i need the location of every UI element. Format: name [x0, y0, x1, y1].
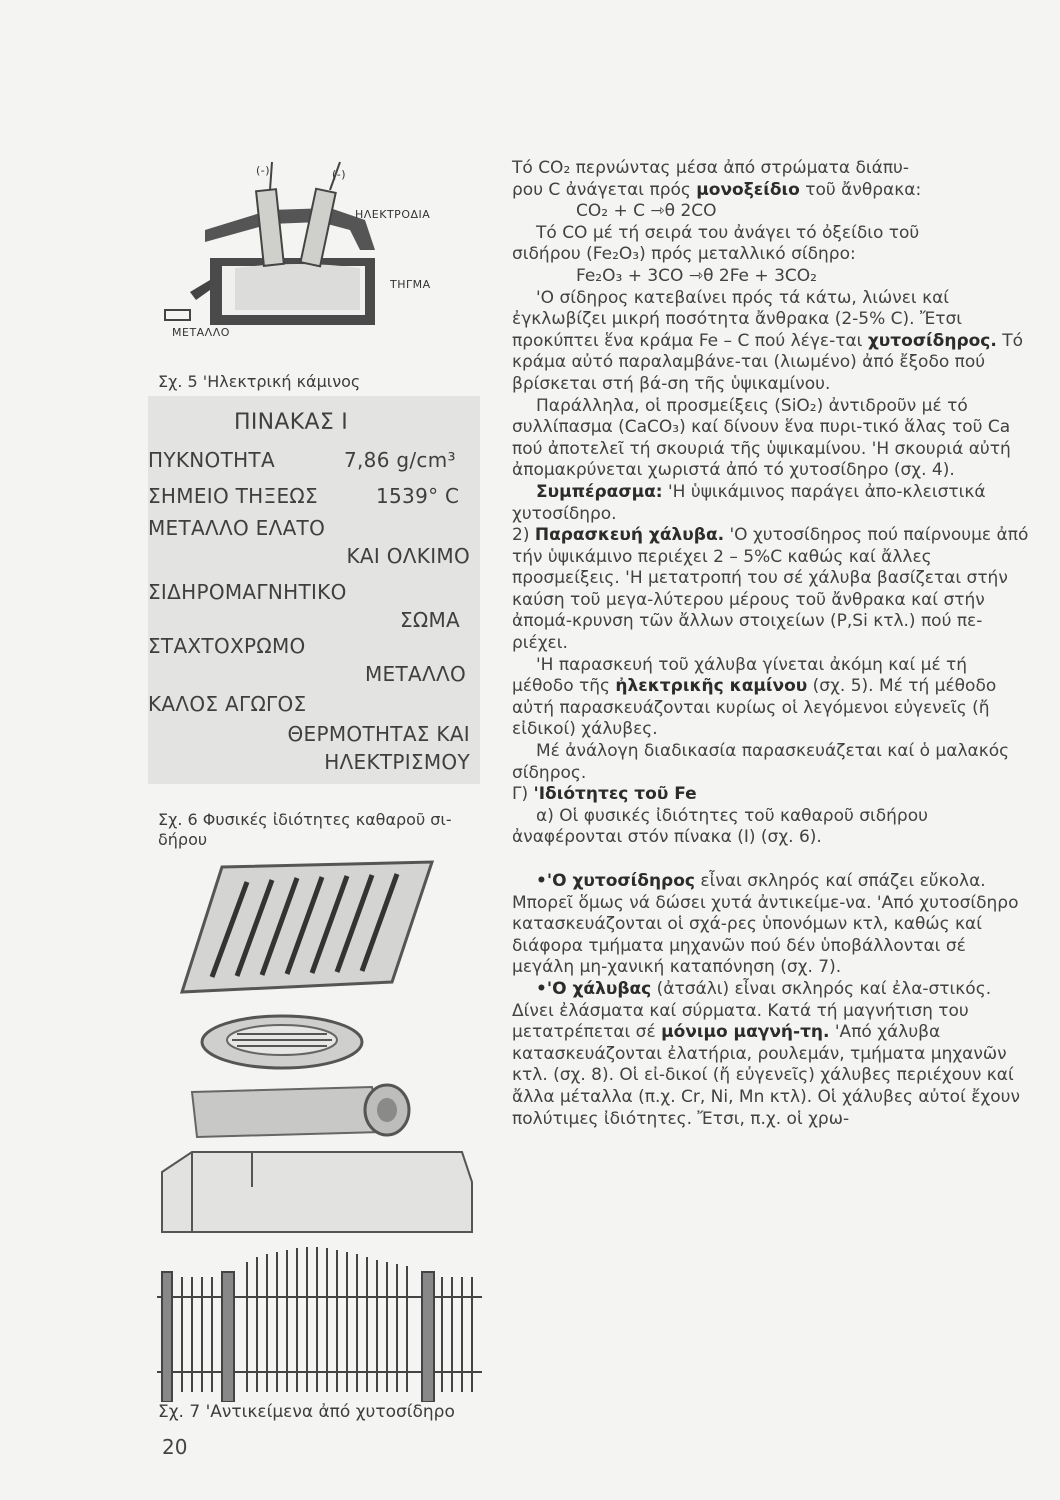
text-line-1: Τό CO₂ περνώντας μέσα ἀπό στρώματα διάπυ- — [512, 158, 910, 178]
malleable-line-1: ΜΕΤΑΛΛΟ ΕΛΑΤΟ — [148, 516, 326, 540]
equation-2: Fe₂O₃ + 3CO ⇾θ 2Fe + 3CO₂ — [576, 265, 817, 286]
grey-line-1: ΣΤΑΧΤΟΧΡΩΜΟ — [148, 634, 306, 658]
oval-grate-drawing — [202, 1016, 362, 1068]
label-electrodes: ΗΛΕΚΤΡΟΔΙΑ — [355, 208, 431, 221]
sign-left: (-) — [256, 164, 271, 177]
paragraph-steel-properties: •'Ο χάλυβας (ἀτσάλι) εἶναι σκληρός καί ἐλα-στικός. Δίνει ἐλάσματα καί σύρματα. Κατά τή μαγνήτιση του μετατρέπεται σέ μόνιμο μαγνή-τη. 'Από χάλυβα κατασκευάζονται ἐλατήρια, ρουλεμάν, τμήματα μηχανῶν κτλ. (σχ. 8). Οἱ εἰ-δικοί (ἤ εὐγενεῖς) χάλυβες περιέχουν καί ἄλλα μέταλλα (π.χ. Cr, Ni, Mn κτλ). Οἱ χάλυβες αὐτοί ἔχουν πολύτιμες ἰδιότητες. Ἔτσι, π.χ. οἱ χρω- — [512, 978, 1020, 1129]
term-steel-bullet: •'Ο χάλυβας — [536, 978, 652, 999]
iron-fence-drawing — [157, 1247, 482, 1402]
term-monoxide: μονοξείδιο — [696, 179, 800, 200]
sign-right: (-) — [332, 168, 347, 181]
term-permanent-magnet: μόνιμο μαγνή-τη. — [661, 1022, 830, 1043]
figure-7-caption: Σχ. 7 'Αντικείμενα ἀπό χυτοσίδηρο — [158, 1402, 455, 1422]
pipe-drawing — [192, 1085, 409, 1137]
right-column-text — [512, 158, 1032, 1130]
grey-line-2: ΜΕΤΑΛΛΟ — [365, 662, 466, 686]
figure-6-caption-line-1: Σχ. 6 Φυσικές ἰδιότητες καθαροῦ σι- — [158, 810, 452, 829]
furnace-diagram — [160, 150, 490, 350]
paragraph-steel-production: 2) Παρασκευή χάλυβα. 'Ο χυτοσίδηρος πού παίρνουμε ἀπό τήν ὑψικάμινο περιέχει 2 – 5%C καθώς καί ἄλλες προσμείξεις. 'Η μετατροπή του σέ χάλυβα βασίζεται στήν καύση τοῦ μεγα-λύτερου μέρους τοῦ ἄνθρακα καί στήν ἀπομά-κρυνση τῶν ἄλλων στοιχείων (P,Si κτλ.) πού πε-ριέχει. — [512, 525, 1029, 654]
melting-point-label: ΣΗΜΕΙΟ ΤΗΞΕΩΣ — [148, 484, 318, 508]
equation-1: CO₂ + C ⇾θ 2CO — [576, 201, 717, 222]
ferromagnetic-line-1: ΣΙΔΗΡΟΜΑΓΝΗΤΙΚΟ — [148, 580, 347, 604]
conductor-line-3: ΗΛΕΚΤΡΙΣΜΟΥ — [324, 750, 470, 774]
heading-fe-properties: Γ) 'Ιδιότητες τοῦ Fe — [512, 784, 697, 805]
table-title: ΠΙΝΑΚΑΣ Ι — [234, 410, 349, 435]
term-conclusion: Συμπέρασμα: — [536, 481, 663, 502]
paragraph-soft-iron: Μέ ἀνάλογη διαδικασία παρασκευάζεται καί ὁ μαλακός σίδηρος. — [512, 741, 1010, 783]
text-line-4: σιδήρου (Fe₂O₃) πρός μεταλλικό σίδηρο: — [512, 244, 856, 265]
table-1-properties — [148, 396, 480, 784]
paragraph-cast-iron-properties: •'Ο χυτοσίδηρος εἶναι σκληρός καί σπάζει εὔκολα. Μπορεῖ ὅμως νά δώσει χυτά ἀντικείμε-να. 'Από χυτοσίδηρο κατασκευάζονται οἱ σχά-ρες ὑπονόμων κτλ, καθώς καί διάφορα τμήματα μηχανῶν πού δέν ὑποβάλλονται σέ μεγάλη μη-χανική καταπόνηση (σχ. 7). — [512, 871, 1019, 978]
term-electric-furnace: ἠλεκτρικῆς καμίνου — [615, 676, 808, 697]
text-line-2: ρου C ἀνάγεται πρός μονοξείδιο τοῦ ἄνθρακα: — [512, 179, 922, 200]
melting-point-value: 1539° C — [376, 484, 460, 508]
conductor-line-2: ΘΕΡΜΟΤΗΤΑΣ ΚΑΙ — [287, 722, 470, 746]
paragraph-physical-properties: α) Οἱ φυσικές ἰδιότητες τοῦ καθαροῦ σιδήρου ἀναφέρονται στόν πίνακα (Ι) (σχ. 6). — [512, 805, 928, 848]
page-number: 20 — [162, 1435, 188, 1459]
label-metal: ΜΕΤΑΛΛΟ — [172, 326, 230, 339]
label-melt: ΤΗΓΜΑ — [390, 278, 431, 291]
term-cast-iron-bullet: •'Ο χυτοσίδηρος — [536, 871, 695, 891]
text-line-3: Τό CO μέ τή σειρά του ἀνάγει τό ὀξείδιο τοῦ — [536, 222, 920, 243]
density-value: 7,86 g/cm³ — [344, 448, 456, 472]
figure-5-caption: Σχ. 5 'Ηλεκτρική κάμινος — [158, 372, 361, 391]
density-label: ΠΥΚΝΟΤΗΤΑ — [148, 448, 275, 472]
figure-6-caption-line-2: δήρου — [158, 830, 208, 849]
figure-5-furnace — [160, 150, 490, 350]
cast-iron-objects-drawing — [152, 852, 492, 1412]
paragraph-conclusion: Συμπέρασμα: 'Η ὑψικάμινος παράγει ἀπο-κλειστικά χυτοσίδηρο. — [512, 481, 986, 524]
paragraph-slag: Παράλληλα, οἱ προσμείξεις (SiO₂) ἀντιδροῦν μέ τό συλλίπασμα (CaCO₃) καί δίνουν ἕνα πυρι-τικό ἅλας τοῦ Ca πού ἀποτελεῖ τή σκουριά τῆς ὑψικαμίνου. 'Η σκουριά αὐτή ἀπομακρύνεται χωριστά ἀπό τό χυτοσίδηρο (σχ. 4). — [512, 395, 1011, 481]
conductor-line-1: ΚΑΛΟΣ ΑΓΩΓΟΣ — [148, 692, 307, 716]
figure-7-objects — [152, 852, 492, 1282]
paragraph-cast-iron-formation: 'Ο σίδηρος κατεβαίνει πρός τά κάτω, λιώνει καί ἐγκλωβίζει μικρή ποσότητα ἄνθρακα (2-5% C). Ἔτσι προκύπτει ἕνα κράμα Fe – C πού λέγε-ται χυτοσίδηρος. Τό κράμα αὐτό παραλαμβάνε-ται (λιωμένο) ἀπό ἔξοδο πού βρίσκεται στή βά-ση τῆς ὑψικαμίνου. — [512, 287, 1024, 394]
malleable-line-2: ΚΑΙ ΟΛΚΙΜΟ — [346, 544, 470, 568]
drain-grate-drawing — [182, 862, 432, 992]
heading-steel-production: Παρασκευή χάλυβα. — [534, 525, 725, 546]
term-cast-iron: χυτοσίδηρος. — [867, 330, 997, 351]
ferromagnetic-line-2: ΣΩΜΑ — [399, 608, 460, 632]
paragraph-electric-furnace: 'Η παρασκευή τοῦ χάλυβα γίνεται ἀκόμη καί μέ τή μέθοδο τῆς ἠλεκτρικῆς καμίνου (σχ. 5). Μέ τή μέθοδο αὐτή παρασκευάζονται κυρίως οἱ λεγόμενοι εὐγενεῖς (ἤ εἰδικοί) χάλυβες. — [512, 654, 997, 740]
machine-base-drawing — [162, 1152, 472, 1232]
